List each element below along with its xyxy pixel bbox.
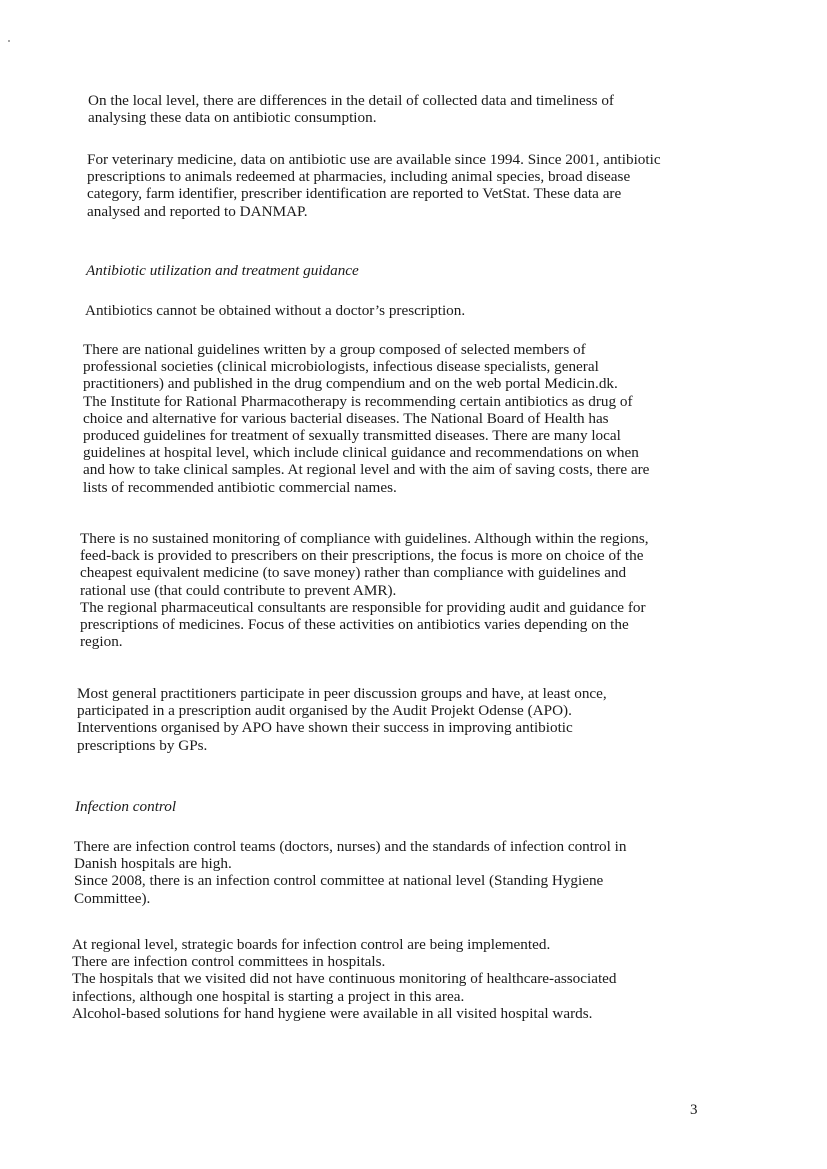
text-line: analysed and reported to DANMAP. [87, 202, 308, 220]
text-line: practitioners) and published in the drug compendium and on the web portal Medicin.dk. [83, 375, 618, 393]
text-line: Danish hospitals are high. [74, 855, 232, 873]
page-number: 3 [690, 1102, 698, 1118]
text-line: There are national guidelines written by a group composed of selected members of [83, 341, 586, 358]
text-line: The hospitals that we visited did not have continuous monitoring of healthcare-associated [72, 970, 617, 988]
text-line: professional societies (clinical microbiologists, infectious disease specialists, general [83, 358, 599, 376]
paragraph-general-practitioners [77, 685, 727, 754]
paragraph-prescription [85, 302, 735, 319]
text-line: cheapest equivalent medicine (to save money) rather than compliance with guidelines and [80, 564, 627, 582]
text-line: choice and alternative for various bacterial diseases. The National Board of Health has [83, 409, 609, 427]
text-line: Most general practitioners participate in peer discussion groups and have, at least once, [77, 685, 607, 702]
text-line: produced guidelines for treatment of sexually transmitted diseases. There are many local [83, 427, 621, 445]
paragraph-national-guidelines [83, 341, 733, 496]
text-line: There are infection control committees in hospitals. [72, 953, 386, 971]
text-line: There are infection control teams (doctors, nurses) and the standards of infection control in [74, 838, 627, 855]
section-heading: Infection control [75, 798, 177, 815]
scan-speck [8, 40, 10, 42]
text-line: Committee). [74, 889, 151, 907]
paragraph-monitoring-compliance [80, 530, 730, 650]
text-line: region. [80, 633, 123, 651]
text-line: infections, although one hospital is starting a project in this area. [72, 987, 465, 1005]
section-heading: Antibiotic utilization and treatment guidance [86, 262, 359, 279]
heading-antibiotic-utilization [86, 262, 736, 279]
paragraph-veterinary [87, 151, 737, 220]
text-line: The Institute for Rational Pharmacotherapy is recommending certain antibiotics as drug of [83, 392, 633, 410]
text-line: The regional pharmaceutical consultants are responsible for providing audit and guidance for [80, 598, 646, 616]
text-line: prescriptions by GPs. [77, 736, 208, 754]
text-line: prescriptions of medicines. Focus of these activities on antibiotics varies depending on the [80, 616, 629, 634]
text-line: analysing these data on antibiotic consumption. [88, 109, 377, 127]
text-line: category, farm identifier, prescriber identification are reported to VetStat. These data are [87, 185, 622, 203]
text-line: At regional level, strategic boards for infection control are being implemented. [72, 936, 551, 953]
text-line: guidelines at hospital level, which include clinical guidance and recommendations on when [83, 444, 639, 462]
text-line: For veterinary medicine, data on antibiotic use are available since 1994. Since 2001, antibiotic [87, 151, 661, 168]
paragraph-regional-level [72, 936, 722, 1022]
paragraph-infection-teams [74, 838, 724, 907]
text-line: Antibiotics cannot be obtained without a doctor’s prescription. [85, 302, 466, 319]
text-line: lists of recommended antibiotic commercial names. [83, 478, 397, 496]
text-line: Interventions organised by APO have shown their success in improving antibiotic [77, 719, 573, 737]
text-line: prescriptions to animals redeemed at pharmacies, including animal species, broad disease [87, 168, 631, 186]
heading-infection-control [75, 798, 725, 815]
text-line: participated in a prescription audit organised by the Audit Projekt Odense (APO). [77, 702, 572, 720]
text-line: rational use (that could contribute to prevent AMR). [80, 581, 397, 599]
text-line: On the local level, there are differences in the detail of collected data and timeliness of [88, 92, 614, 109]
text-line: feed-back is provided to prescribers on their prescriptions, the focus is more on choice of the [80, 547, 644, 565]
text-line: There is no sustained monitoring of compliance with guidelines. Although within the regions, [80, 530, 649, 547]
text-line: and how to take clinical samples. At regional level and with the aim of saving costs, there are [83, 461, 650, 479]
paragraph-local-level [88, 92, 738, 126]
text-line: Alcohol-based solutions for hand hygiene were available in all visited hospital wards. [72, 1004, 593, 1022]
text-line: Since 2008, there is an infection control committee at national level (Standing Hygiene [74, 872, 604, 890]
